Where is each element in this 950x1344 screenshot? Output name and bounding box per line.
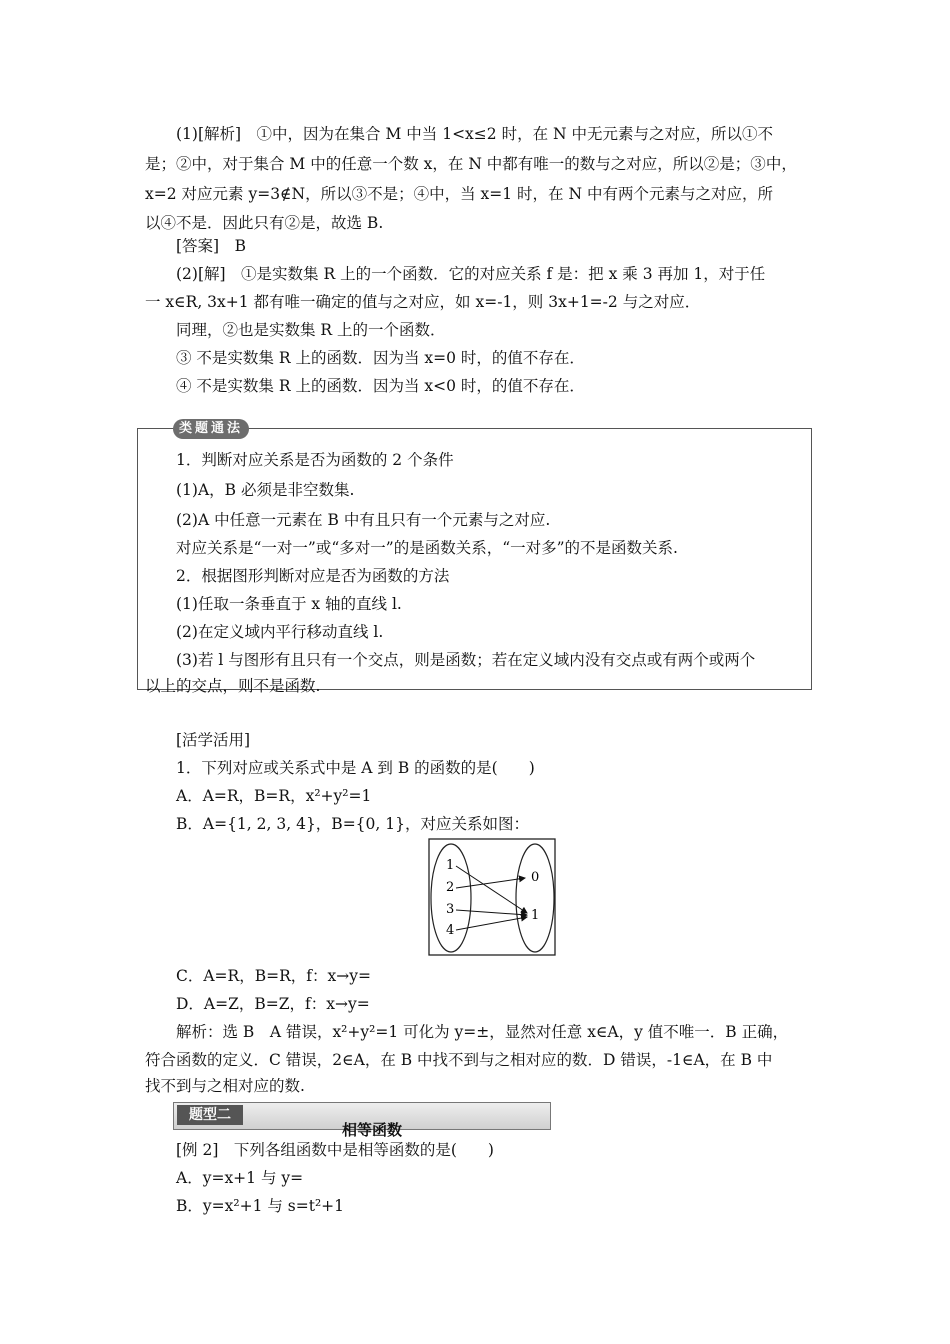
- codomain-ellipse: [516, 844, 554, 952]
- solution-2-line-1: (2)[解] ①是实数集 R 上的一个函数．它的对应关系 f 是：把 x 乘 3 再加 1，对于任: [176, 265, 766, 283]
- solution-2-line-2: 一 x∈R, 3x+1 都有唯一确定的值与之对应，如 x=-1，则 3x+1=-2 与之对应．: [145, 293, 701, 311]
- example-2-option-b: B．y=x²+1 与 s=t²+1: [176, 1197, 345, 1215]
- option-c: C．A=R，B=R，f：x→y=: [176, 967, 371, 985]
- section-title: 相等函数: [342, 1121, 403, 1139]
- method-line-1: 1．判断对应关系是否为函数的 2 个条件: [176, 451, 454, 469]
- codomain-element: 1: [531, 908, 540, 923]
- solution-2-line-5: ④ 不是实数集 R 上的函数．因为当 x<0 时，的值不存在．: [176, 377, 585, 395]
- answer-line: [答案] B: [176, 237, 246, 255]
- method-line-7: (2)在定义域内平行移动直线 l.: [176, 623, 384, 641]
- mapping-arrow: [456, 878, 525, 888]
- practice-header: [活学活用]: [176, 731, 251, 749]
- option-a: A．A=R，B=R，x²+y²=1: [176, 787, 372, 805]
- solution-2-line-4: ③ 不是实数集 R 上的函数．因为当 x=0 时，的值不存在．: [176, 349, 585, 367]
- option-b: B．A={1, 2, 3, 4}，B={0, 1}，对应关系如图：: [176, 815, 529, 833]
- solution-1-line-3: x=2 对应元素 y=3∉N，所以③不是；④中，当 x=1 时，在 N 中有两个元素与之对应，所: [145, 185, 773, 203]
- method-line-3: (2)A 中任意一元素在 B 中有且只有一个元素与之对应.: [176, 511, 551, 529]
- method-badge: 类题通法: [173, 419, 249, 439]
- solution-1-line-1: (1)[解析] ①中，因为在集合 M 中当 1<x≤2 时，在 N 中无元素与之对应，所以①不: [176, 125, 773, 143]
- example-2-option-a: A．y=x+1 与 y=: [176, 1169, 304, 1187]
- method-line-5: 2．根据图形判断对应是否为函数的方法: [176, 567, 450, 585]
- option-d: D．A=Z，B=Z，f：x→y=: [176, 995, 370, 1013]
- method-line-6: (1)任取一条垂直于 x 轴的直线 l.: [176, 595, 402, 613]
- practice-solution-line-3: 找不到与之相对应的数.: [145, 1077, 305, 1095]
- mapping-arrow: [456, 917, 527, 930]
- practice-solution-line-2: 符合函数的定义．C 错误，2∈A，在 B 中找不到与之相对应的数．D 错误，-1∈A，在 B 中: [145, 1051, 773, 1069]
- practice-solution-line-1: 解析：选 B A 错误，x²+y²=1 可化为 y=±，显然对任意 x∈A，y 值不唯一．B 正确，: [176, 1023, 789, 1041]
- method-line-9: 以上的交点，则不是函数.: [145, 677, 321, 695]
- solution-2-line-3: 同理，②也是实数集 R 上的一个函数．: [176, 321, 446, 339]
- domain-element: 2: [446, 880, 455, 895]
- domain-element: 3: [446, 902, 455, 917]
- practice-question: 1．下列对应或关系式中是 A 到 B 的函数的是( ): [176, 759, 535, 777]
- example-2-question: [例 2] 下列各组函数中是相等函数的是( ): [176, 1141, 494, 1159]
- method-line-2: (1)A，B 必须是非空数集.: [176, 481, 355, 499]
- solution-1-line-4: 以④不是．因此只有②是，故选 B.: [145, 214, 384, 232]
- domain-element: 1: [446, 858, 455, 873]
- method-line-4: 对应关系是“一对一”或“多对一”的是函数关系，“一对多”的不是函数关系.: [176, 539, 678, 557]
- solution-1-line-2: 是；②中，对于集合 M 中的任意一个数 x，在 N 中都有唯一的数与之对应，所以②是；③中，: [145, 155, 797, 173]
- method-line-8: (3)若 l 与图形有且只有一个交点，则是函数；若在定义域内没有交点或有两个或两个: [176, 651, 756, 669]
- mapping-diagram: [428, 838, 556, 956]
- section-tag: 题型二: [177, 1105, 243, 1125]
- domain-element: 4: [446, 923, 455, 938]
- codomain-element: 0: [531, 870, 540, 885]
